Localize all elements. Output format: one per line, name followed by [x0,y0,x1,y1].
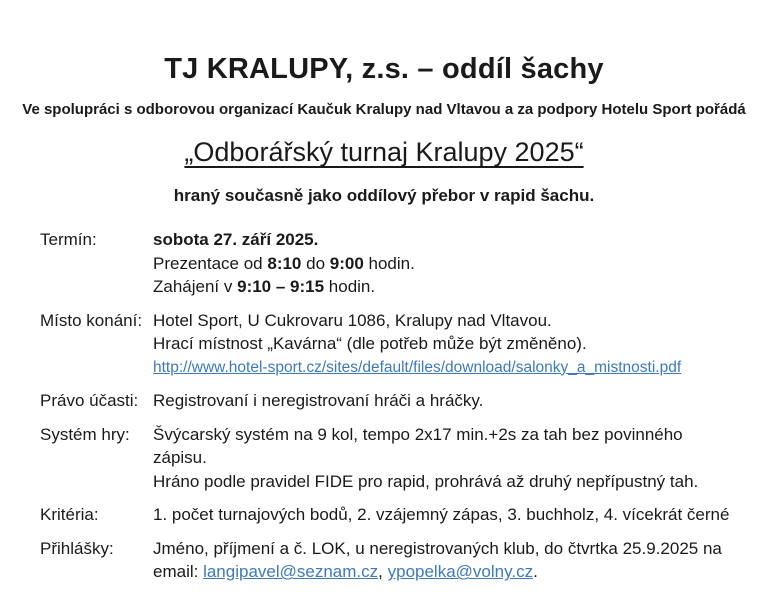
document-header [0,52,768,207]
misto-content [153,309,730,380]
misto-link-line [153,356,730,380]
email-separator: , [378,562,388,582]
prihlasky-line1: Jméno, příjmení a č. LOK, u neregistrovaných klub, do čtvrtka 25.9.2025 na [153,538,722,558]
organizer-line: Ve spolupráci s odborovou organizací Kaučuk Kralupy nad Vltavou a za podpory Hotelu Sport pořádá [22,100,746,118]
prezentace-mid: do [301,253,330,273]
pravo-label: Právo účasti: [40,391,139,411]
termin-zahajeni [153,275,730,299]
prezentace-post: hodin. [363,253,415,273]
termin-prezentace [153,252,730,276]
system-line1: Švýcarský systém na 9 kol, tempo 2x17 min.+2s za tah bez povinného zápisu. [153,424,683,468]
section-misto-konani [40,309,730,380]
tournament-title [0,136,768,170]
prezentace-pre: Prezentace od [153,253,268,273]
kriteria-content [153,503,730,527]
system-label: Systém hry: [40,424,130,444]
misto-label: Místo konání: [40,310,143,330]
system-content [153,423,730,494]
section-prihlasky [40,537,730,584]
prihlasky-email-line [153,560,730,584]
prihlasky-label: Přihlášky: [40,538,114,558]
zahajeni-time: 9:10 – 9:15 [237,277,325,297]
email-suffix: . [533,562,538,582]
email-prefix: email: [153,562,204,582]
hotel-rooms-pdf-link[interactable]: http://www.hotel-sport.cz/sites/default/files/download/salonky_a_mistnosti.pdf [153,358,682,376]
section-system-hry [40,423,730,494]
club-title: TJ KRALUPY, z.s. – oddíl šachy [164,53,604,85]
zahajeni-post: hodin. [324,277,376,297]
document-body [0,228,768,584]
termin-label: Termín: [40,230,97,250]
prezentace-end-time: 9:00 [329,253,364,273]
system-line2: Hráno podle pravidel FIDE pro rapid, prohrává až druhý nepřípustný tah. [153,471,699,491]
section-pravo-ucasti [40,389,730,413]
kriteria-text: 1. počet turnajových bodů, 2. vzájemný zápas, 3. buchholz, 4. vícekrát černé [153,505,730,525]
section-termin [40,228,730,299]
termin-date: sobota 27. září 2025. [153,230,319,250]
email-link-langipavel[interactable]: langipavel@seznam.cz [203,562,379,582]
zahajeni-pre: Zahájení v [153,277,238,297]
tournament-tagline: hraný současně jako oddílový přebor v rapid šachu. [173,186,595,206]
prezentace-start-time: 8:10 [267,253,302,273]
kriteria-label: Kritéria: [40,505,99,525]
misto-room: Hrací místnost „Kavárna“ (dle potřeb může být změněno). [153,334,587,354]
pravo-content [153,389,730,413]
section-kriteria [40,503,730,527]
prihlasky-content [153,537,730,584]
termin-content [153,228,730,299]
tournament-title-text: „Odborářský turnaj Kralupy 2025“ [184,137,584,168]
email-link-ypopelka[interactable]: ypopelka@volny.cz [387,562,534,582]
pravo-text: Registrovaní i neregistrovaní hráči a hráčky. [153,391,484,411]
misto-address: Hotel Sport, U Cukrovaru 1086, Kralupy nad Vltavou. [153,310,552,330]
